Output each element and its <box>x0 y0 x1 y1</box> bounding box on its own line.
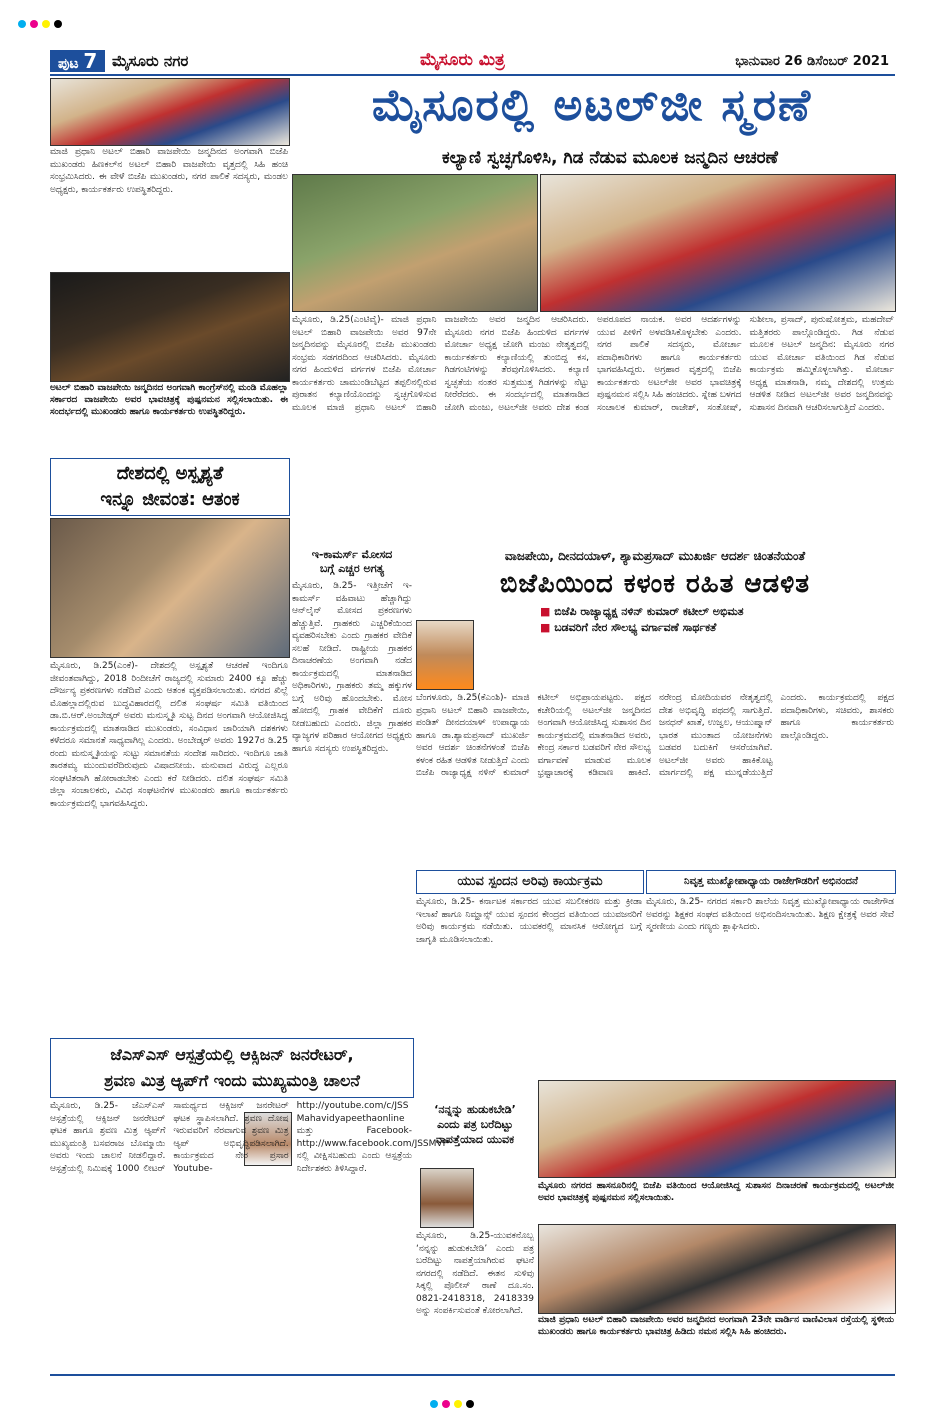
missing-headline <box>416 1102 534 1147</box>
youth-story-body: ಮೈಸೂರು, ಡಿ.25- ಕರ್ನಾಟಕ ಸರ್ಕಾರದ ಯುವ ಸಬಲೀಕರಣ ಮತ್ತು ಕ್ರೀಡಾ ಇಲಾಖೆ ಹಾಗೂ ನಿಮ್ಹಾನ್ಸ್ ಯುವ ಸ್ಪಂದನ ಕೇಂದ್ರದ ವತಿಯಿಂದ ಯುವಜನರಿಗೆ ಅರಿವು ಕಾರ್ಯಕ್ರಮ ನಡೆಯಿತು. ಯುವಕರಲ್ಲಿ ಮಾನಸಿಕ ಆರೋಗ್ಯದ ಬಗ್ಗೆ ಜಾಗೃತಿ ಮೂಡಿಸಲಾಯಿತು. <box>416 897 642 945</box>
jss-headline-line2: ಶ್ರವಣ ಮಿತ್ರ ಆ್ಯಪ್‌ಗೆ ಇಂದು ಮುಖ್ಯಮಂತ್ರಿ ಚಾಲನೆ <box>104 1071 360 1090</box>
ecommerce-headline <box>292 548 412 576</box>
ecommerce-headline-line2: ಬಗ್ಗೆ ಎಚ್ಚರ ಅಗತ್ಯ <box>319 562 385 575</box>
left-night-photo <box>50 272 290 382</box>
issue-date: ಭಾನುವಾರ 26 ಡಿಸೆಂಬರ್ 2021 <box>735 54 889 69</box>
hasanur-event-caption: ಮೈಸೂರು ನಗರದ ಹಾಸನೂರಿನಲ್ಲಿ ಬಿಜೆಪಿ ವತಿಯಿಂದ ಆಯೋಜಿಸಿದ್ದ ಸುಶಾಸನ ದಿನಾಚರಣೆ ಕಾರ್ಯಕ್ರಮದಲ್ಲಿ ಅಟಲ್‌ಜೀ ಅವರ ಭಾವಚಿತ್ರಕ್ಕೆ ಪುಷ್ಪನಮನ ಸಲ್ಲಿಸಲಾಯಿತು. <box>538 1181 894 1203</box>
nalin-kumar-portrait <box>416 620 474 690</box>
portrait-holding-caption: ಮಾಜಿ ಪ್ರಧಾನಿ ಅಟಲ್ ಬಿಹಾರಿ ವಾಜಪೇಯಿ ಅವರ ಜನ್ಮದಿನದ ಅಂಗವಾಗಿ 23ನೇ ವಾರ್ಡಿನ ವಾಣಿವಿಲಾಸ ರಸ್ತೆಯಲ್ಲಿ ಸ್ಥಳೀಯ ಮುಖಂಡರು ಹಾಗೂ ಕಾರ್ಯಕರ್ತರು ಭಾವಚಿತ್ರ ಹಿಡಿದು ನಮನ ಸಲ್ಲಿಸಿ ಸಿಹಿ ಹಂಚಿದರು. <box>538 1315 894 1337</box>
main-headline: ಮೈಸೂರಲ್ಲಿ ಅಟಲ್‌ಜೀ ಸ್ಮರಣೆ <box>371 80 813 131</box>
missing-headline-line3: ನಾಪತ್ತೆಯಾದ ಯುವಕ <box>435 1133 515 1146</box>
bjp-bullet-1: ■ ಬಿಜೆಪಿ ರಾಜ್ಯಾಧ್ಯಕ್ಷ ನಳಿನ್ ಕುಮಾರ್ ಕಟೀಲ್ ಅಭಿಮತ <box>540 604 894 620</box>
ecommerce-story-body: ಮೈಸೂರು, ಡಿ.25- ಇತ್ತೀಚೆಗೆ ಇ-ಕಾಮರ್ಸ್ ವಹಿವಾಟು ಹೆಚ್ಚಾಗಿದ್ದು ಆನ್‌ಲೈನ್ ಮೋಸದ ಪ್ರಕರಣಗಳು ಹೆಚ್ಚುತ್ತಿವೆ. ಗ್ರಾಹಕರು ಎಚ್ಚರಿಕೆಯಿಂದ ವ್ಯವಹರಿಸಬೇಕು ಎಂದು ಗ್ರಾಹಕರ ವೇದಿಕೆ ಸಲಹೆ ನೀಡಿದೆ. ರಾಷ್ಟ್ರೀಯ ಗ್ರಾಹಕರ ದಿನಾಚರಣೆಯ ಅಂಗವಾಗಿ ನಡೆದ ಕಾರ್ಯಕ್ರಮದಲ್ಲಿ ಮಾತನಾಡಿದ ಅಧಿಕಾರಿಗಳು, ಗ್ರಾಹಕರು ತಮ್ಮ ಹಕ್ಕುಗಳ ಬಗ್ಗೆ ಅರಿವು ಹೊಂದಬೇಕು. ಮೋಸ ಹೋದಲ್ಲಿ ಗ್ರಾಹಕ ವೇದಿಕೆಗೆ ದೂರು ನೀಡಬಹುದು ಎಂದರು. ಜಿಲ್ಲಾ ಗ್ರಾಹಕರ ವ್ಯಾಜ್ಯಗಳ ಪರಿಹಾರ ಆಯೋಗದ ಅಧ್ಯಕ್ಷರು ಹಾಗೂ ಸದಸ್ಯರು ಉಪಸ್ಥಿತರಿದ್ದರು. <box>292 581 412 754</box>
untouchability-story-body: ಮೈಸೂರು, ಡಿ.25(ಎಂಕೆ)- ದೇಶದಲ್ಲಿ ಅಸ್ಪೃಶ್ಯತೆ ಆಚರಣೆ ಇಂದಿಗೂ ಜೀವಂತವಾಗಿದ್ದು, 2018 ರಿಂದೀಚೆಗೆ ರಾಜ್ಯದಲ್ಲಿ ಸುಮಾರು 2400 ಕ್ಕೂ ಹೆಚ್ಚು ದೌರ್ಜನ್ಯ ಪ್ರಕರಣಗಳು ನಡೆದಿವೆ ಎಂದು ಆತಂಕ ವ್ಯಕ್ತಪಡಿಸಲಾಯಿತು. ನಗರದ ಖಿಲ್ಲೆ ಮೊಹಲ್ಲಾದಲ್ಲಿರುವ ಬುದ್ಧವಿಹಾರದಲ್ಲಿ ದಲಿತ ಸಂಘರ್ಷ ಸಮಿತಿ ವತಿಯಿಂದ ಡಾ.ಬಿ.ಆರ್.ಅಂಬೇಡ್ಕರ್ ಅವರು ಮನುಸ್ಮೃತಿ ಸುಟ್ಟ ದಿನದ ಅಂಗವಾಗಿ ಆಯೋಜಿಸಿದ್ದ ಕಾರ್ಯಕ್ರಮದಲ್ಲಿ ಮಾತನಾಡಿದ ಮುಖಂಡರು, ಸಂವಿಧಾನ ಜಾರಿಯಾಗಿ ದಶಕಗಳು ಕಳೆದರೂ ಸಮಾನತೆ ಸಾಧ್ಯವಾಗಿಲ್ಲ ಎಂದರು. ಅಂಬೇಡ್ಕರ್ ಅವರು 1927ರ ಡಿ.25 ರಂದು ಮನುಸ್ಮೃತಿಯನ್ನು ಸುಟ್ಟು ಸಮಾನತೆಯ ಸಂದೇಶ ಸಾರಿದರು. ಇಂದಿಗೂ ಜಾತಿ ತಾರತಮ್ಯ ಮುಂದುವರೆದಿರುವುದು ವಿಷಾದನೀಯ. ಮನುವಾದ ವಿರುದ್ಧ ಎಲ್ಲರೂ ಸಂಘಟಿತರಾಗಿ ಹೋರಾಡಬೇಕು ಎಂದು ಕರೆ ನೀಡಿದರು. ದಲಿತ ಸಂಘರ್ಷ ಸಮಿತಿ ಜಿಲ್ಲಾ ಸಂಚಾಲಕರು, ವಿವಿಧ ಸಂಘಟನೆಗಳ ಮುಖಂಡರು ಹಾಗೂ ಕಾರ್ಯಕರ್ತರು ಕಾರ್ಯಕ್ರಮದಲ್ಲಿ ಭಾಗವಹಿಸಿದ್ದರು. <box>50 661 288 809</box>
left-top-photo <box>50 78 290 146</box>
bjp-story-body: ಬೆಂಗಳೂರು, ಡಿ.25(ಕೆಎಂಶಿ)- ಮಾಜಿ ಪ್ರಧಾನಿ ಅಟಲ್ ಬಿಹಾರಿ ವಾಜಪೇಯಿ, ಪಂಡಿತ್ ದೀನದಯಾಳ್ ಉಪಾಧ್ಯಾಯ ಹಾಗೂ ಡಾ.ಶ್ಯಾಮಪ್ರಸಾದ್ ಮುಖರ್ಜಿ ಅವರ ಆದರ್ಶ ಚಿಂತನೆಗಳಂತೆ ಬಿಜೆಪಿ ಕಳಂಕ ರಹಿತ ಆಡಳಿತ ನೀಡುತ್ತಿದೆ ಎಂದು ಬಿಜೆಪಿ ರಾಜ್ಯಾಧ್ಯಕ್ಷ ನಳಿನ್ ಕುಮಾರ್ ಕಟೀಲ್ ಅಭಿಪ್ರಾಯಪಟ್ಟರು. ಪಕ್ಷದ ಕಚೇರಿಯಲ್ಲಿ ಅಟಲ್‌ಜೀ ಜನ್ಮದಿನದ ಅಂಗವಾಗಿ ಆಯೋಜಿಸಿದ್ದ ಸುಶಾಸನ ದಿನ ಕಾರ್ಯಕ್ರಮದಲ್ಲಿ ಮಾತನಾಡಿದ ಅವರು, ಕೇಂದ್ರ ಸರ್ಕಾರ ಬಡವರಿಗೆ ನೇರ ಸೌಲಭ್ಯ ವರ್ಗಾವಣೆ ಮಾಡುವ ಮೂಲಕ ಭ್ರಷ್ಟಾಚಾರಕ್ಕೆ ಕಡಿವಾಣ ಹಾಕಿದೆ. ನರೇಂದ್ರ ಮೋದಿಯವರ ನೇತೃತ್ವದಲ್ಲಿ ದೇಶ ಅಭಿವೃದ್ಧಿ ಪಥದಲ್ಲಿ ಸಾಗುತ್ತಿದೆ. ಜನಧನ್ ಖಾತೆ, ಉಜ್ವಲ, ಆಯುಷ್ಮಾನ್ ಭಾರತ ಮುಂತಾದ ಯೋಜನೆಗಳು ಬಡವರ ಬದುಕಿಗೆ ಆಸರೆಯಾಗಿವೆ. ಅಟಲ್‌ಜೀ ಅವರು ಹಾಕಿಕೊಟ್ಟ ಮಾರ್ಗದಲ್ಲಿ ಪಕ್ಷ ಮುನ್ನಡೆಯುತ್ತಿದೆ ಎಂದರು. ಕಾರ್ಯಕ್ರಮದಲ್ಲಿ ಪಕ್ಷದ ಪದಾಧಿಕಾರಿಗಳು, ಸಚಿವರು, ಶಾಸಕರು ಹಾಗೂ ಕಾರ್ಯಕರ್ತರು ಪಾಲ್ಗೊಂಡಿದ್ದರು. <box>416 693 894 778</box>
bjp-bullet-2: ■ ಬಡವರಿಗೆ ನೇರ ಸೌಲಭ್ಯ ವರ್ಗಾವಣೆ ಸಾರ್ಥಕತೆ <box>540 620 894 636</box>
section-title: ಮೈಸೂರು ನಗರ <box>112 52 189 70</box>
youth-headline-box <box>416 870 644 894</box>
ecommerce-headline-line1: ಇ-ಕಾಮರ್ಸ್ ಮೋಸದ <box>311 548 393 561</box>
untouchability-headline-line2: ಇನ್ನೂ ಜೀವಂತ: ಆತಂಕ <box>100 489 240 510</box>
page-number: 7 <box>83 49 98 73</box>
registration-mark <box>430 1400 438 1408</box>
youth-headline: ಯುವ ಸ್ಪಂದನ ಅರಿವು ಕಾರ್ಯಕ್ರಮ <box>457 874 603 889</box>
left-photo-caption: ಅಟಲ್ ಬಿಹಾರಿ ವಾಜಪೇಯಿ ಜನ್ಮದಿನದ ಅಂಗವಾಗಿ ಕಾಂಗ್ರೆಸ್‌ನಲ್ಲಿ ಮಂಡಿ ಮೊಹಲ್ಲಾ ಸರ್ಕಾರದ ವಾಜಪೇಯಿ ಅವರ ಭಾವಚಿತ್ರಕ್ಕೆ ಪುಷ್ಪನಮನ ಸಲ್ಲಿಸಲಾಯಿತು. ಈ ಸಂದರ್ಭದಲ್ಲಿ ಮುಖಂಡರು ಹಾಗೂ ಕಾರ್ಯಕರ್ತರು ಉಪಸ್ಥಿತರಿದ್ದರು. <box>50 383 288 417</box>
gowda-story-body: ಮೈಸೂರು, ಡಿ.25- ನಗರದ ಸರ್ಕಾರಿ ಶಾಲೆಯ ನಿವೃತ್ತ ಮುಖ್ಯೋಪಾಧ್ಯಾಯ ರಾಜೇಗೌಡ ಅವರನ್ನು ಶಿಕ್ಷಕರ ಸಂಘದ ವತಿಯಿಂದ ಅಭಿನಂದಿಸಲಾಯಿತು. ಶಿಕ್ಷಣ ಕ್ಷೇತ್ರಕ್ಕೆ ಅವರ ಸೇವೆ ಸ್ಮರಣೀಯ ಎಂದು ಗಣ್ಯರು ಶ್ಲಾಘಿಸಿದರು. <box>646 897 894 932</box>
registration-mark <box>30 20 38 28</box>
registration-mark <box>18 20 26 28</box>
jss-story-body: ಮೈಸೂರು, ಡಿ.25- ಜೆಎಸ್‌ಎಸ್ ಆಸ್ಪತ್ರೆಯಲ್ಲಿ ಆಕ್ಸಿಜನ್ ಜನರೇಟರ್ ಘಟಕ ಹಾಗೂ ಶ್ರವಣ ಮಿತ್ರ ಆ್ಯಪ್‌ಗೆ ಮುಖ್ಯಮಂತ್ರಿ ಬಸವರಾಜ ಬೊಮ್ಮಾಯಿ ಅವರು ಇಂದು ಚಾಲನೆ ನೀಡಲಿದ್ದಾರೆ. ಆಸ್ಪತ್ರೆಯಲ್ಲಿ ನಿಮಿಷಕ್ಕೆ 1000 ಲೀಟರ್ ಸಾಮರ್ಥ್ಯದ ಆಕ್ಸಿಜನ್ ಜನರೇಟರ್ ಘಟಕ ಸ್ಥಾಪಿಸಲಾಗಿದೆ. ಶ್ರವಣ ದೋಷ ಇರುವವರಿಗೆ ನೆರವಾಗುವ ಶ್ರವಣ ಮಿತ್ರ ಆ್ಯಪ್ ಅಭಿವೃದ್ಧಿಪಡಿಸಲಾಗಿದೆ. ಕಾರ್ಯಕ್ರಮದ ನೇರ ಪ್ರಸಾರ Youtube-http://youtube.com/c/JSS Mahavidyapeethaonline ಮತ್ತು Facebook-http://www.facebook.com/JSSMVP ನಲ್ಲಿ ವೀಕ್ಷಿಸಬಹುದು ಎಂದು ಆಸ್ಪತ್ರೆಯ ನಿರ್ದೇಶಕರು ತಿಳಿಸಿದ್ದಾರೆ. <box>50 1101 448 1174</box>
gowda-headline-box <box>646 870 896 894</box>
hasanur-event-photo <box>538 1080 896 1178</box>
portrait-holding-photo <box>538 1224 896 1314</box>
registration-mark <box>454 1400 462 1408</box>
missing-youth-portrait <box>420 1168 474 1228</box>
registration-mark <box>54 20 62 28</box>
footer-rule <box>50 1374 895 1376</box>
masthead-logo: ಮೈಸೂರು ಮಿತ್ರ <box>420 50 505 70</box>
missing-headline-line2: ಎಂದು ಪತ್ರ ಬರೆದಿಟ್ಟು <box>437 1118 513 1131</box>
jss-headline-box <box>50 1038 414 1098</box>
jss-headline-line1: ಜೆಎಸ್‌ಎಸ್ ಆಸ್ಪತ್ರೆಯಲ್ಲಿ ಆಕ್ಸಿಜನ್ ಜನರೇಟರ್, <box>110 1045 354 1064</box>
untouchability-photo <box>50 518 290 658</box>
bjp-headline: ಬಿಜೆಪಿಯಿಂದ ಕಳಂಕ ರಹಿತ ಆಡಳಿತ <box>499 569 811 599</box>
registration-mark <box>466 1400 474 1408</box>
main-story-body: ಮೈಸೂರು, ಡಿ.25(ಎಂಟಿವೈ)- ಮಾಜಿ ಪ್ರಧಾನಿ ಅಟಲ್ ಬಿಹಾರಿ ವಾಜಪೇಯಿ ಅವರ 97ನೇ ಜನ್ಮದಿನವನ್ನು ಮೈಸೂರಲ್ಲಿ ಬಿಜೆಪಿ ಮುಖಂಡರು ಸಂಭ್ರಮ ಸಡಗರದಿಂದ ಆಚರಿಸಿದರು. ಮೈಸೂರು ನಗರ ಹಿಂದುಳಿದ ವರ್ಗಗಳ ಬಿಜೆಪಿ ಮೋರ್ಚಾ ಕಾರ್ಯಕರ್ತರು ಚಾಮುಂಡಿಬೆಟ್ಟದ ತಪ್ಪಲಿನಲ್ಲಿರುವ ಪುರಾತನ ಕಲ್ಯಾಣಿಯೊಂದನ್ನು ಸ್ವಚ್ಛಗೊಳಿಸುವ ಮೂಲಕ ಮಾಜಿ ಪ್ರಧಾನಿ ಅಟಲ್ ಬಿಹಾರಿ ವಾಜಪೇಯಿ ಅವರ ಜನ್ಮದಿನ ಆಚರಿಸಿದರು. ಮೈಸೂರು ನಗರ ಬಿಜೆಪಿ ಹಿಂದುಳಿದ ವರ್ಗಗಳ ಮೋರ್ಚಾ ಅಧ್ಯಕ್ಷ ಜೋಗಿ ಮಂಜು ನೇತೃತ್ವದಲ್ಲಿ ಕಾರ್ಯಕರ್ತರು ಕಲ್ಯಾಣಿಯಲ್ಲಿ ತುಂಬಿದ್ದ ಕಸ, ಗಿಡಗಂಟಿಗಳನ್ನು ತೆರವುಗೊಳಿಸಿದರು. ಕಲ್ಯಾಣಿ ಸ್ವಚ್ಛತೆಯ ನಂತರ ಸುತ್ತಮುತ್ತ ಗಿಡಗಳನ್ನು ನೆಟ್ಟು ನೀರೆರೆದರು. ಈ ಸಂದರ್ಭದಲ್ಲಿ ಮಾತನಾಡಿದ ಜೋಗಿ ಮಂಜು, ಅಟಲ್‌ಜೀ ಅವರು ದೇಶ ಕಂಡ ಅಪರೂಪದ ನಾಯಕ. ಅವರ ಆದರ್ಶಗಳನ್ನು ಯುವ ಪೀಳಿಗೆ ಅಳವಡಿಸಿಕೊಳ್ಳಬೇಕು ಎಂದರು. ನಗರ ಪಾಲಿಕೆ ಸದಸ್ಯರು, ಮೋರ್ಚಾ ಪದಾಧಿಕಾರಿಗಳು ಹಾಗೂ ಕಾರ್ಯಕರ್ತರು ಭಾಗವಹಿಸಿದ್ದರು. ಅಗ್ರಹಾರ ವೃತ್ತದಲ್ಲಿ ಬಿಜೆಪಿ ಕಾರ್ಯಕರ್ತರು ಅಟಲ್‌ಜೀ ಅವರ ಭಾವಚಿತ್ರಕ್ಕೆ ಪುಷ್ಪನಮನ ಸಲ್ಲಿಸಿ ಸಿಹಿ ಹಂಚಿದರು. ಸ್ನೇಹ ಬಳಗದ ಸಂಚಾಲಕ ಕುಮಾರ್, ರಾಜೇಶ್, ಸಂತೋಷ್, ಸುಶೀಲಾ, ಪ್ರಸಾದ್, ಪುರುಷೋತ್ತಮ, ಮಹದೇವ್ ಮತ್ತಿತರರು ಪಾಲ್ಗೊಂಡಿದ್ದರು. ಗಿಡ ನೆಡುವ ಮೂಲಕ ಅಟಲ್ ಜನ್ಮದಿನ: ಮೈಸೂರು ನಗರ ಯುವ ಮೋರ್ಚಾ ವತಿಯಿಂದ ಗಿಡ ನೆಡುವ ಕಾರ್ಯಕ್ರಮ ಹಮ್ಮಿಕೊಳ್ಳಲಾಗಿತ್ತು. ಮೋರ್ಚಾ ಅಧ್ಯಕ್ಷ ಮಾತನಾಡಿ, ನಮ್ಮ ದೇಶದಲ್ಲಿ ಉತ್ತಮ ಆಡಳಿತ ನೀಡಿದ ಅಟಲ್‌ಜೀ ಅವರ ಜನ್ಮದಿನವನ್ನು ಸುಶಾಸನ ದಿನವಾಗಿ ಆಚರಿಸಲಾಗುತ್ತಿದೆ ಎಂದರು. <box>292 315 894 413</box>
kalyani-group-photo <box>292 174 538 312</box>
page-label: ಪುಟ <box>58 56 79 72</box>
registration-mark <box>442 1400 450 1408</box>
bjp-kicker: ವಾಜಪೇಯಿ, ದೀನದಯಾಳ್, ಶ್ಯಾಮಪ್ರಸಾದ್ ಮುಖರ್ಜಿ ಆದರ್ಶ ಚಿಂತನೆಯಂತೆ <box>504 549 806 563</box>
registration-mark <box>42 20 50 28</box>
tree-planting-photo <box>540 174 896 312</box>
untouchability-headline-line1: ದೇಶದಲ್ಲಿ ಅಸ್ಪೃಶ್ಯತೆ <box>116 463 224 484</box>
main-subheadline: ಕಲ್ಯಾಣಿ ಸ್ವಚ್ಛಗೊಳಿಸಿ, ಗಿಡ ನೆಡುವ ಮೂಲಕ ಜನ್ಮದಿನ ಆಚರಣೆ <box>442 148 778 168</box>
page-number-badge <box>50 50 105 72</box>
untouchability-headline-box <box>50 458 290 516</box>
gowda-headline: ನಿವೃತ್ತ ಮುಖ್ಯೋಪಾಧ್ಯಾಯ ರಾಜೇಗೌಡರಿಗೆ ಅಭಿನಂದನೆ <box>684 876 858 887</box>
missing-headline-line1: ‘ನನ್ನನ್ನು ಹುಡುಕಬೇಡಿ’ <box>434 1103 516 1116</box>
left-top-story-body: ಮಾಜಿ ಪ್ರಧಾನಿ ಅಟಲ್ ಬಿಹಾರಿ ವಾಜಪೇಯಿ ಜನ್ಮದಿನದ ಅಂಗವಾಗಿ ಬಿಜೆಪಿ ಮುಖಂಡರು ಹಿಣಕಲ್‌ನ ಅಟಲ್ ಬಿಹಾರಿ ವಾಜಪೇಯಿ ವೃತ್ತದಲ್ಲಿ ಸಿಹಿ ಹಂಚಿ ಸಂಭ್ರಮಿಸಿದರು. ಈ ವೇಳೆ ಬಿಜೆಪಿ ಮುಖಂಡರು, ನಗರ ಪಾಲಿಕೆ ಸದಸ್ಯರು, ಮಂಡಲ ಅಧ್ಯಕ್ಷರು, ಕಾರ್ಯಕರ್ತರು ಉಪಸ್ಥಿತರಿದ್ದರು. <box>50 147 288 195</box>
missing-story-body: ಮೈಸೂರು, ಡಿ.25-ಯುವಕನೊಬ್ಬ ‘ನನ್ನನ್ನು ಹುಡುಕಬೇಡಿ’ ಎಂದು ಪತ್ರ ಬರೆದಿಟ್ಟು ನಾಪತ್ತೆಯಾಗಿರುವ ಘಟನೆ ನಗರದಲ್ಲಿ ನಡೆದಿದೆ. ಈತನ ಸುಳಿವು ಸಿಕ್ಕಲ್ಲಿ ಪೊಲೀಸ್ ಠಾಣೆ ದೂ.ಸಂ. 0821-2418318, 2418339 ಅನ್ನು ಸಂಪರ್ಕಿಸುವಂತೆ ಕೋರಲಾಗಿದೆ. <box>416 1231 534 1316</box>
